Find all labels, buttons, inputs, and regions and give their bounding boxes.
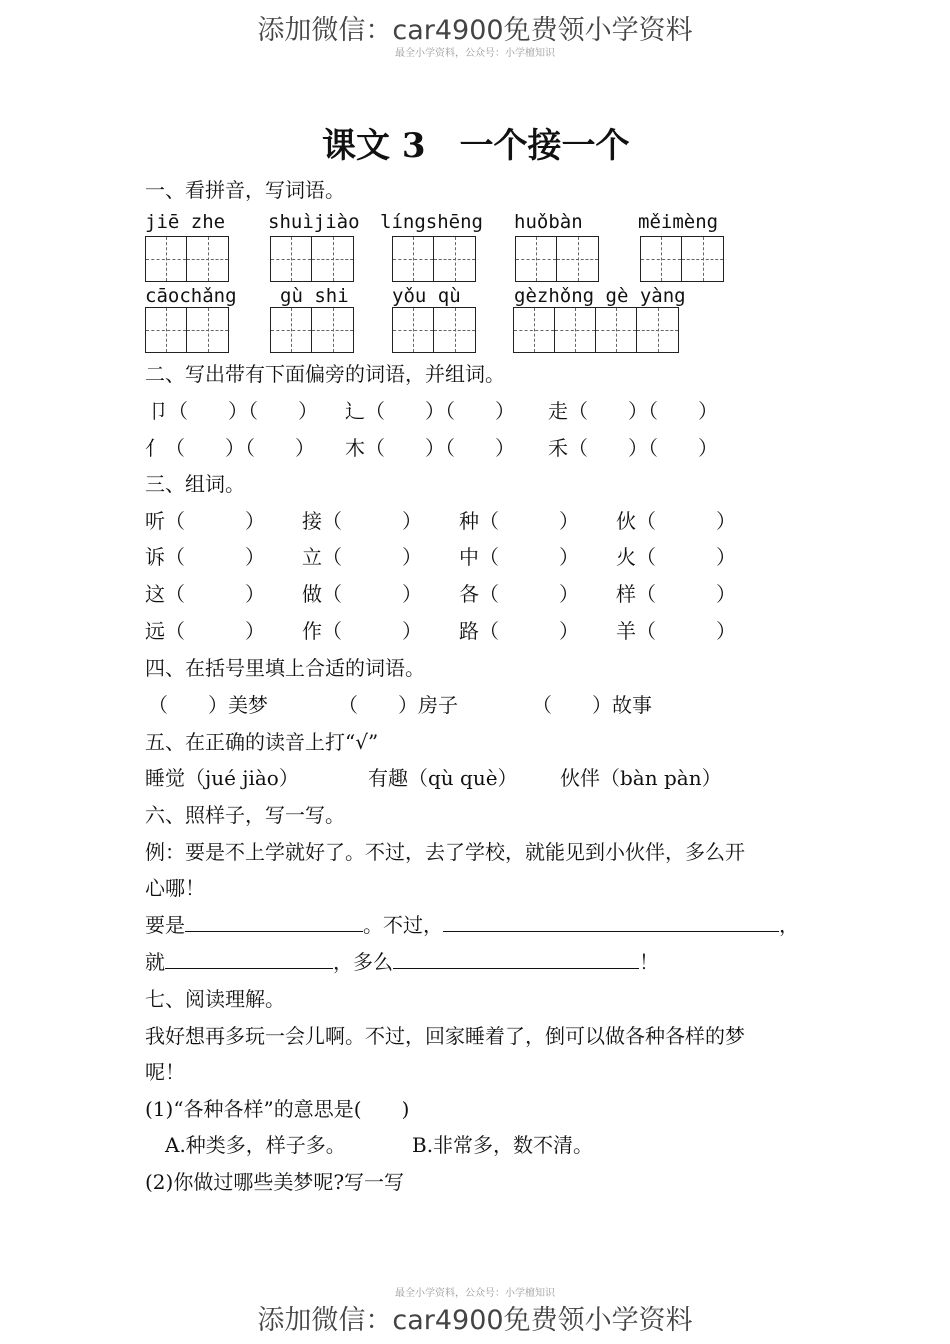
section-1-heading: 一、看拼音，写词语。 <box>145 178 345 202</box>
word-item: 做（ ） <box>302 582 422 606</box>
writing-grid[interactable] <box>270 307 354 353</box>
word-item: 远（ ） <box>145 619 265 643</box>
watermark-top: 添加微信：car4900免费领小学资料 <box>257 15 693 46</box>
writing-grid[interactable] <box>392 236 476 282</box>
watermark-top-sub: 最全小学资料，公众号：小学檀知识 <box>395 48 555 59</box>
example-line-2: 心哪！ <box>145 876 205 900</box>
word-item: 作（ ） <box>302 619 422 643</box>
word-item: 羊（ ） <box>616 619 736 643</box>
section-7-heading: 七、阅读理解。 <box>145 987 285 1011</box>
pinyin-2-2: gù shi <box>280 285 349 307</box>
reading-item: 睡觉（jué jiào） <box>145 766 299 790</box>
fill-prefix: 要是 <box>145 913 185 937</box>
pinyin-2-1: cāochǎng <box>145 285 237 307</box>
pinyin-1-1: jiē zhe <box>145 211 226 233</box>
section-4-heading: 四、在括号里填上合适的词语。 <box>145 656 425 680</box>
pinyin-1-3: língshēng <box>380 211 483 233</box>
question-2: (2)你做过哪些美梦呢?写一写 <box>145 1170 405 1194</box>
word-item: 各（ ） <box>459 582 579 606</box>
passage-line-1: 我好想再多玩一会儿啊。不过，回家睡着了，倒可以做各种各样的梦 <box>145 1024 745 1048</box>
answer-blank[interactable] <box>393 948 639 969</box>
radical-item: 卩（ ）（ ） <box>148 399 318 423</box>
fill-line-1 <box>145 909 799 938</box>
writing-grid[interactable] <box>270 236 354 282</box>
reading-item: 有趣（qù què） <box>368 766 518 790</box>
fill-mid: ，多么 <box>333 950 393 974</box>
answer-blank[interactable] <box>443 911 779 932</box>
section-5-heading: 五、在正确的读音上打“√” <box>145 730 379 754</box>
writing-grid[interactable] <box>515 236 599 282</box>
writing-grid[interactable] <box>145 307 229 353</box>
pinyin-2-4: gèzhǒng gè yàng <box>514 285 686 307</box>
fill-end: ， <box>779 913 799 937</box>
answer-blank[interactable] <box>165 948 333 969</box>
watermark-bottom: 添加微信：car4900免费领小学资料 <box>257 1305 693 1336</box>
radical-item: 禾（ ）（ ） <box>548 436 718 460</box>
fill-prefix: 就 <box>145 950 165 974</box>
pinyin-1-4: huǒbàn <box>514 211 583 233</box>
word-item: 伙（ ） <box>616 509 736 533</box>
section-6-heading: 六、照样子，写一写。 <box>145 803 345 827</box>
word-item: 火（ ） <box>616 545 736 569</box>
pinyin-1-5: měimèng <box>638 211 719 233</box>
word-item: 诉（ ） <box>145 545 265 569</box>
writing-grid[interactable] <box>640 236 724 282</box>
word-item: 听（ ） <box>145 509 265 533</box>
page-title: 课文 3 一个接一个 <box>322 126 630 166</box>
word-item: 中（ ） <box>459 545 579 569</box>
fill-end: ！ <box>639 950 659 974</box>
word-item: 接（ ） <box>302 509 422 533</box>
answer-blank[interactable] <box>185 911 363 932</box>
option-a[interactable]: A.种类多，样子多。 <box>165 1133 346 1157</box>
radical-item: 木（ ）（ ） <box>345 436 515 460</box>
radical-item: 辶（ ）（ ） <box>345 399 515 423</box>
writing-grid[interactable] <box>392 307 476 353</box>
watermark-bottom-sub: 最全小学资料，公众号：小学檀知识 <box>395 1288 555 1299</box>
word-item: 样（ ） <box>616 582 736 606</box>
fill-item: （ ）故事 <box>532 693 652 717</box>
writing-grid[interactable] <box>513 307 679 353</box>
fill-item: （ ）美梦 <box>148 693 268 717</box>
passage-line-2: 呢！ <box>145 1060 185 1084</box>
reading-item: 伙伴（bàn pàn） <box>560 766 722 790</box>
section-2-heading: 二、写出带有下面偏旁的词语，并组词。 <box>145 362 505 386</box>
word-item: 种（ ） <box>459 509 579 533</box>
writing-grid[interactable] <box>145 236 229 282</box>
pinyin-2-3: yǒu qù <box>392 285 461 307</box>
fill-mid: 。不过， <box>363 913 443 937</box>
word-item: 立（ ） <box>302 545 422 569</box>
section-3-heading: 三、组词。 <box>145 472 245 496</box>
option-b[interactable]: B.非常多，数不清。 <box>412 1133 594 1157</box>
pinyin-1-2: shuìjiào <box>268 211 360 233</box>
radical-item: 走（ ）（ ） <box>548 399 718 423</box>
radical-item: 亻（ ）（ ） <box>145 436 315 460</box>
fill-line-2 <box>145 946 659 975</box>
example-line-1: 例：要是不上学就好了。不过，去了学校，就能见到小伙伴，多么开 <box>145 840 745 864</box>
word-item: 路（ ） <box>459 619 579 643</box>
word-item: 这（ ） <box>145 582 265 606</box>
question-1: (1)“各种各样”的意思是( ) <box>145 1097 410 1121</box>
fill-item: （ ）房子 <box>338 693 458 717</box>
